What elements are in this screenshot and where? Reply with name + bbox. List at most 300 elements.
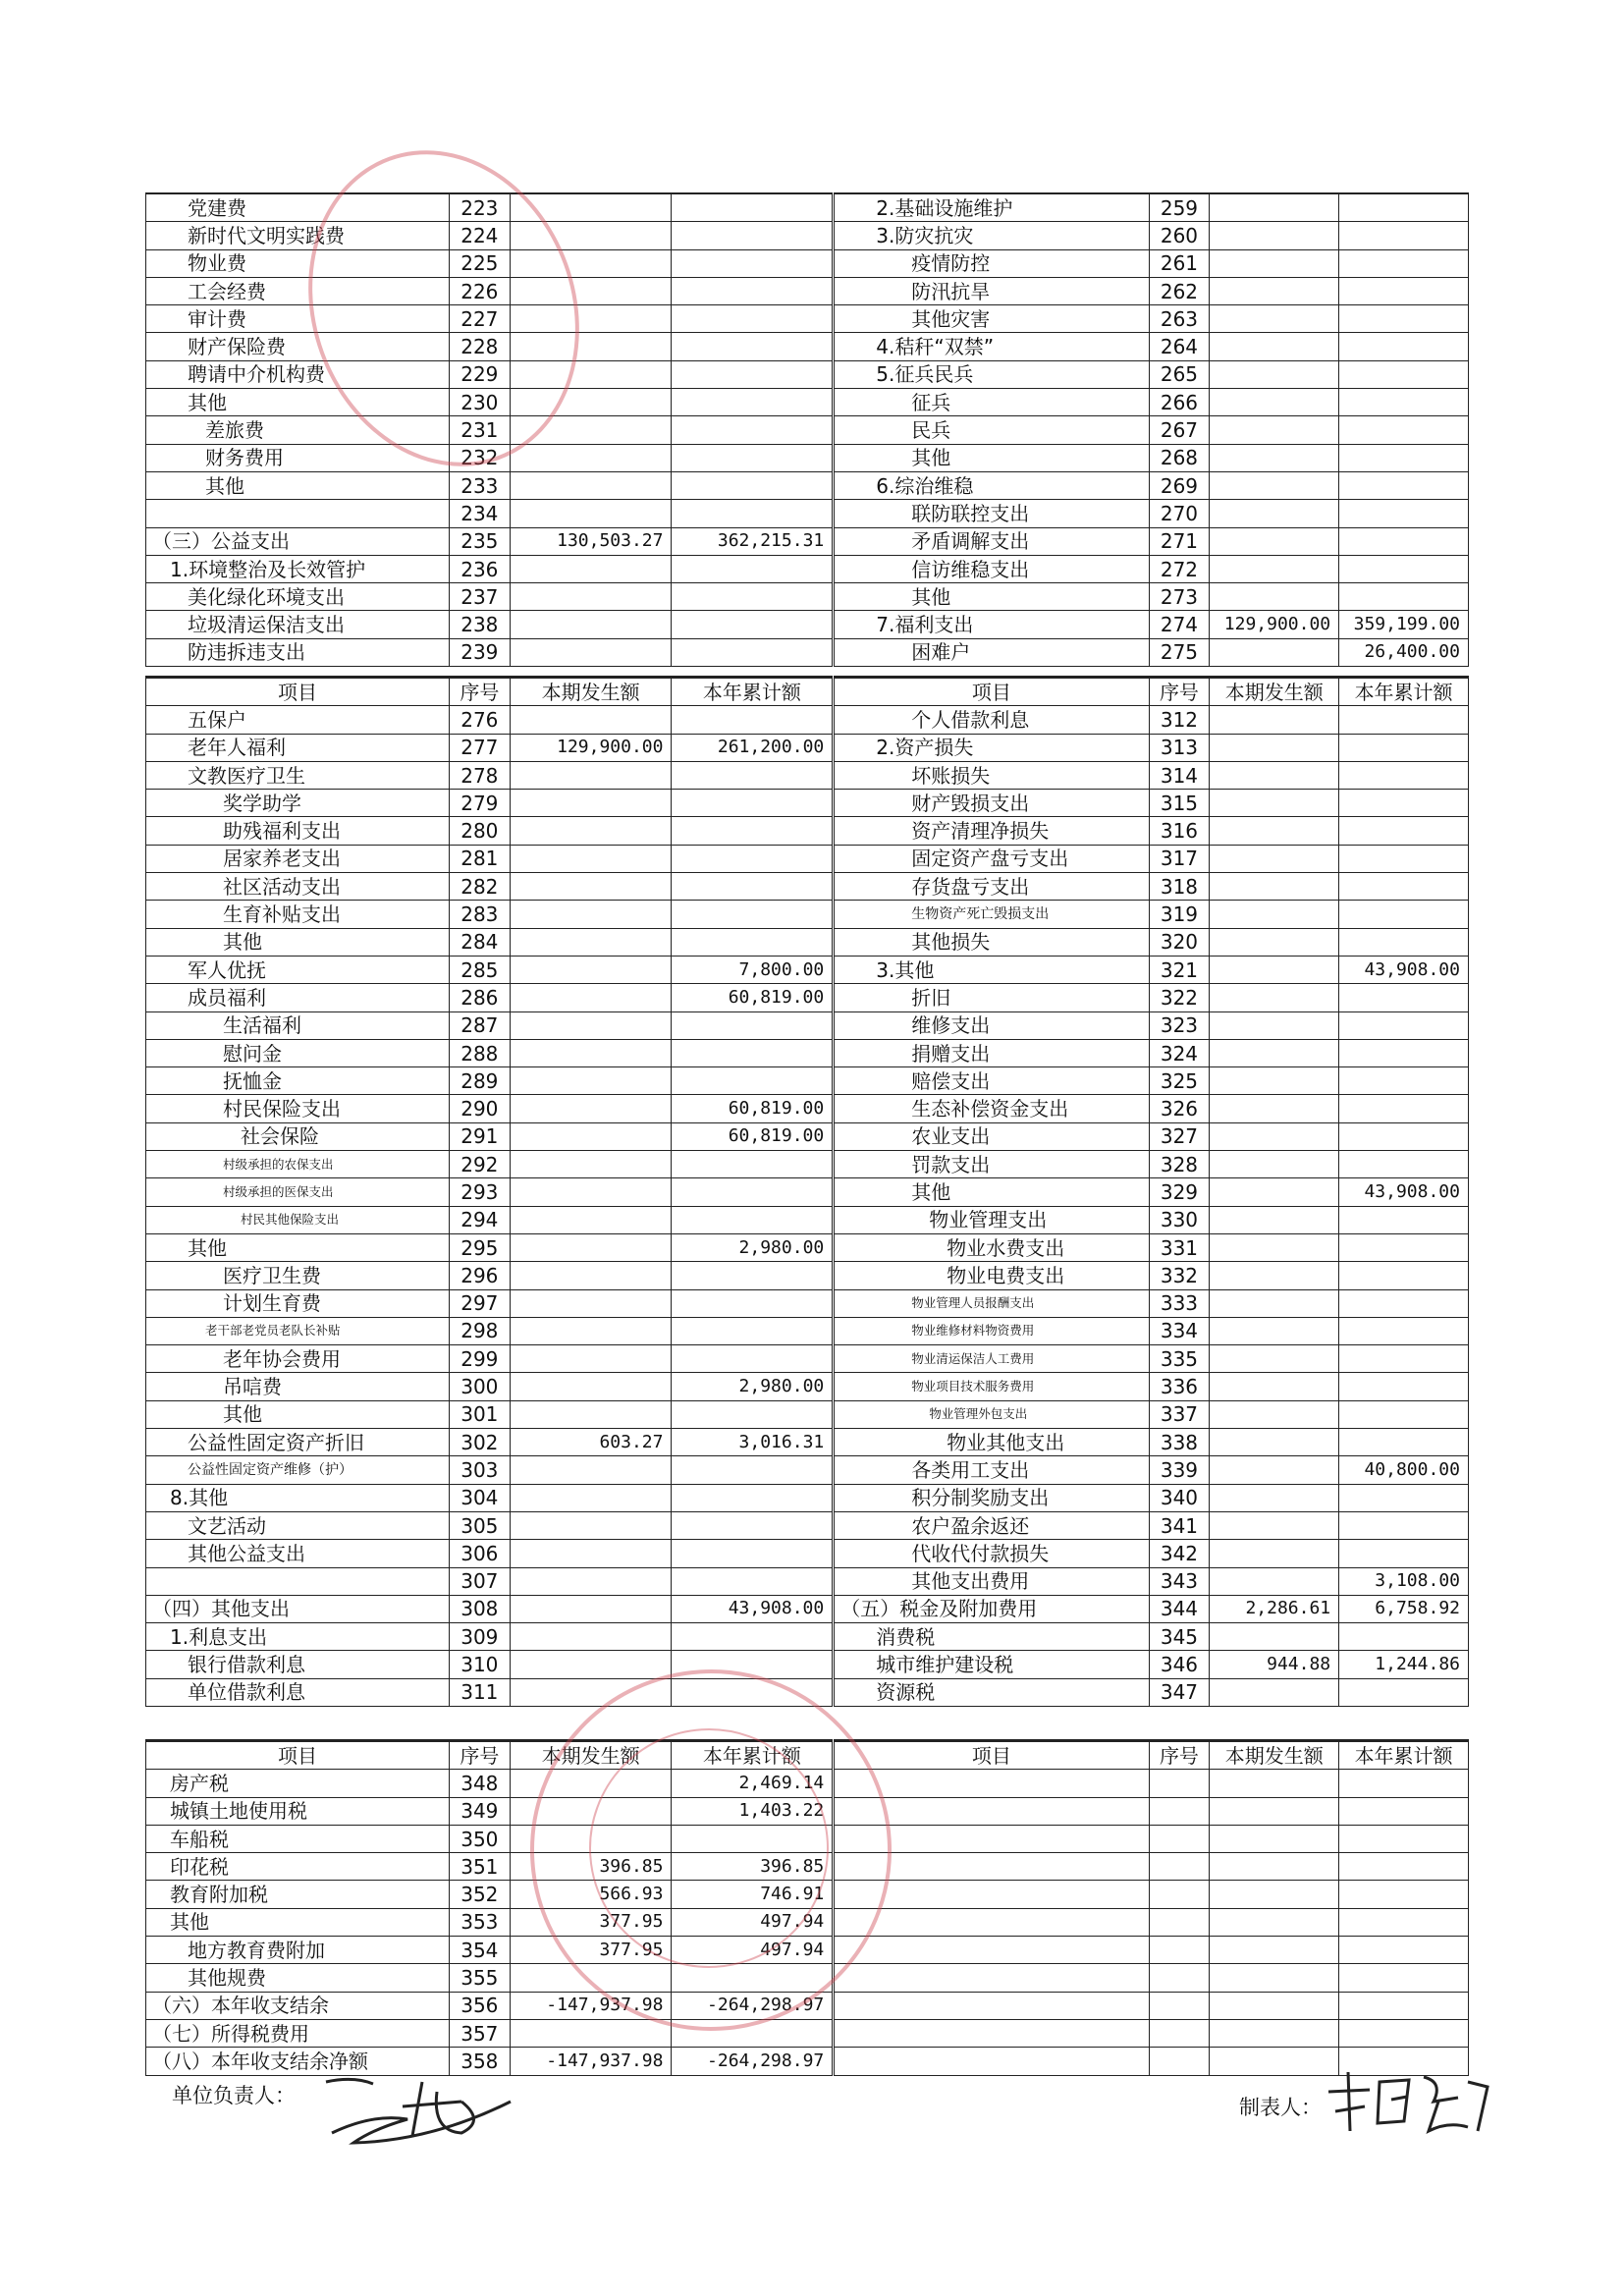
item-name: 其他 [146,1400,450,1428]
header-seq-right: 序号 [1149,678,1210,706]
ytd-amount: 2,980.00 [672,1233,834,1261]
ytd-amount [1339,416,1469,444]
empty-cell [1149,1853,1210,1881]
row-number: 347 [1149,1678,1210,1706]
table-row [146,790,1469,817]
ytd-amount: 43,908.00 [672,1595,834,1622]
empty-cell [834,1937,1149,1964]
current-amount [510,193,672,222]
row-number: 264 [1149,333,1210,360]
item-name: 其他 [146,1233,450,1261]
current-amount [510,638,672,666]
item-name: 农业支出 [834,1122,1149,1150]
current-amount [510,360,672,388]
item-name: 征兵 [834,389,1149,416]
current-amount [1210,277,1339,304]
item-name: 消费税 [834,1623,1149,1651]
item-name: 物业管理外包支出 [834,1400,1149,1428]
empty-cell [1210,2048,1339,2075]
row-number: 231 [449,416,510,444]
ytd-amount: 497.94 [672,1908,834,1936]
ytd-amount: 43,908.00 [1339,956,1469,983]
row-number: 357 [449,2019,510,2047]
ytd-amount: 43,908.00 [1339,1178,1469,1206]
ytd-amount [672,1623,834,1651]
row-number: 348 [449,1770,510,1797]
table-row [146,1797,1469,1825]
row-number: 302 [449,1429,510,1456]
empty-cell [1339,1853,1469,1881]
current-amount [1210,1400,1339,1428]
item-name: 村民保险支出 [146,1095,450,1122]
table-row [146,1623,1469,1651]
current-amount [1210,1151,1339,1178]
ytd-amount [672,1678,834,1706]
ytd-amount [1339,706,1469,734]
ytd-amount [1339,1373,1469,1400]
current-amount: 2,286.61 [1210,1595,1339,1622]
row-number: 238 [449,611,510,638]
current-amount [510,845,672,872]
item-name: 奖学助学 [146,790,450,817]
row-number: 289 [449,1067,510,1095]
item-name: 其他损失 [834,928,1149,956]
table-row [146,1373,1469,1400]
empty-cell [1149,1937,1210,1964]
row-number: 296 [449,1262,510,1289]
row-number: 355 [449,1964,510,1992]
row-number: 277 [449,734,510,761]
table-row [146,1262,1469,1289]
ytd-amount: 26,400.00 [1339,638,1469,666]
ytd-amount [1339,928,1469,956]
item-name: 村级承担的农保支出 [146,1151,450,1178]
table-row [146,928,1469,956]
empty-cell [1149,1881,1210,1908]
ytd-amount [1339,277,1469,304]
current-amount [1210,1678,1339,1706]
current-amount [510,333,672,360]
empty-cell [1210,1992,1339,2019]
ytd-amount [672,1151,834,1178]
row-number: 325 [1149,1067,1210,1095]
ytd-amount: 60,819.00 [672,1122,834,1150]
row-number: 291 [449,1122,510,1150]
table-row [146,1289,1469,1317]
ytd-amount [1339,527,1469,555]
item-name: 7.福利支出 [834,611,1149,638]
empty-cell [1210,1853,1339,1881]
row-number: 317 [1149,845,1210,872]
ytd-amount [672,2019,834,2047]
item-name: 物业管理支出 [834,1206,1149,1233]
ytd-amount: 746.91 [672,1881,834,1908]
ytd-amount [672,1400,834,1428]
row-number: 346 [1149,1651,1210,1678]
row-number: 319 [1149,901,1210,928]
table-row [146,555,1469,582]
empty-cell [1210,1881,1339,1908]
row-number: 293 [449,1178,510,1206]
current-amount [1210,1511,1339,1539]
current-amount: 944.88 [1210,1651,1339,1678]
row-number: 358 [449,2048,510,2075]
table-row [146,1770,1469,1797]
current-amount [510,790,672,817]
current-amount [1210,583,1339,611]
table-row [146,873,1469,901]
current-amount [510,1039,672,1066]
row-number: 275 [1149,638,1210,666]
row-number: 265 [1149,360,1210,388]
current-amount: 566.93 [510,1881,672,1908]
ytd-amount [672,1178,834,1206]
current-amount [510,1540,672,1567]
row-number: 304 [449,1484,510,1511]
current-amount [510,1567,672,1595]
item-name: 折旧 [834,984,1149,1011]
row-number: 223 [449,193,510,222]
current-amount [1210,706,1339,734]
current-amount [510,500,672,527]
table-row [146,1964,1469,1992]
item-name: 五保户 [146,706,450,734]
table-row [146,1992,1469,2019]
ytd-amount [672,305,834,333]
current-amount [510,928,672,956]
row-number: 345 [1149,1623,1210,1651]
item-name: 联防联控支出 [834,500,1149,527]
empty-cell [1339,2019,1469,2047]
row-number: 272 [1149,555,1210,582]
ytd-amount [672,817,834,845]
empty-cell [1149,1964,1210,1992]
ytd-amount [1339,500,1469,527]
ytd-amount [672,873,834,901]
ytd-amount [672,360,834,388]
current-amount [1210,761,1339,789]
item-name: 工会经费 [146,277,450,304]
item-name: 疫情防控 [834,249,1149,277]
ytd-amount [1339,1429,1469,1456]
table-row [146,527,1469,555]
row-number: 235 [449,527,510,555]
row-number: 290 [449,1095,510,1122]
row-number: 315 [1149,790,1210,817]
item-name: 物业其他支出 [834,1429,1149,1456]
current-amount [510,1623,672,1651]
current-amount [1210,1289,1339,1317]
table-row [146,222,1469,249]
row-number: 297 [449,1289,510,1317]
empty-cell [1339,1770,1469,1797]
item-name: 生活福利 [146,1011,450,1039]
item-name: 医疗卫生费 [146,1262,450,1289]
item-name: 防违拆违支出 [146,638,450,666]
empty-cell [1339,1908,1469,1936]
ytd-amount: -264,298.97 [672,1992,834,2019]
item-name: 其他 [146,928,450,956]
ytd-amount: 396.85 [672,1853,834,1881]
row-number: 299 [449,1345,510,1373]
row-number: 327 [1149,1122,1210,1150]
empty-cell [1149,1770,1210,1797]
current-amount [1210,471,1339,499]
item-name: 困难户 [834,638,1149,666]
row-number: 261 [1149,249,1210,277]
ytd-amount [1339,1067,1469,1095]
table-row [146,2019,1469,2047]
row-number: 349 [449,1797,510,1825]
ytd-amount [1339,1151,1469,1178]
table-row [146,193,1469,222]
row-number: 274 [1149,611,1210,638]
item-name: 3.其他 [834,956,1149,983]
item-name: 老年协会费用 [146,1345,450,1373]
current-amount [510,1825,672,1852]
current-amount [510,1651,672,1678]
current-amount [510,416,672,444]
empty-cell [1339,1964,1469,1992]
item-name: 其他公益支出 [146,1540,450,1567]
item-name: 物业清运保洁人工费用 [834,1345,1149,1373]
row-number: 326 [1149,1095,1210,1122]
current-amount [510,1345,672,1373]
ytd-amount [1339,1039,1469,1066]
item-name: 财务费用 [146,444,450,471]
table-row [146,1178,1469,1206]
table-row [146,249,1469,277]
current-amount [510,1095,672,1122]
ytd-amount: 1,244.86 [1339,1651,1469,1678]
item-name: 其他 [146,1908,450,1936]
item-name: 民兵 [834,416,1149,444]
empty-cell [1339,1881,1469,1908]
table-row [146,583,1469,611]
item-name: 差旅费 [146,416,450,444]
empty-cell [1210,1908,1339,1936]
table-row [146,389,1469,416]
table-row [146,706,1469,734]
current-amount [1210,638,1339,666]
ytd-amount [1339,193,1469,222]
row-number: 341 [1149,1511,1210,1539]
item-name: 抚恤金 [146,1067,450,1095]
current-amount [510,611,672,638]
table-row [146,471,1469,499]
ytd-amount [1339,249,1469,277]
ytd-amount [672,1039,834,1066]
item-name: 车船税 [146,1825,450,1852]
current-amount [510,1151,672,1178]
empty-cell [1149,1797,1210,1825]
ytd-amount [1339,555,1469,582]
item-name: 成员福利 [146,984,450,1011]
current-amount [510,1964,672,1992]
current-amount [1210,734,1339,761]
empty-cell [1149,1825,1210,1852]
ytd-amount [672,1206,834,1233]
header-ytd-right: 本年累计额 [1339,678,1469,706]
row-number: 318 [1149,873,1210,901]
item-name: 资产清理净损失 [834,817,1149,845]
current-amount [510,1317,672,1344]
item-name: 其他 [146,389,450,416]
current-amount [510,305,672,333]
table-header-row [146,1741,1469,1770]
row-number: 228 [449,333,510,360]
empty-cell [1149,1992,1210,2019]
current-amount [1210,901,1339,928]
ytd-amount: -264,298.97 [672,2048,834,2075]
row-number: 268 [1149,444,1210,471]
ytd-amount: 362,215.31 [672,527,834,555]
table-row [146,444,1469,471]
empty-cell [834,1797,1149,1825]
item-name: 物业维修材料物资费用 [834,1317,1149,1344]
ytd-amount [672,1651,834,1678]
item-name: 聘请中介机构费 [146,360,450,388]
current-amount [510,1484,672,1511]
current-amount [510,817,672,845]
current-amount [510,873,672,901]
ytd-amount [1339,583,1469,611]
empty-cell [1210,1964,1339,1992]
ytd-amount [672,222,834,249]
current-amount [1210,222,1339,249]
ytd-amount [1339,817,1469,845]
current-amount: -147,937.98 [510,2048,672,2075]
empty-cell [1149,2019,1210,2047]
table-row [146,845,1469,872]
row-number: 285 [449,956,510,983]
ytd-amount [672,249,834,277]
row-number: 284 [449,928,510,956]
ytd-amount [1339,1400,1469,1428]
row-number: 330 [1149,1206,1210,1233]
header-ytd: 本年累计额 [672,1741,834,1770]
item-name: 捐赠支出 [834,1039,1149,1066]
ytd-amount [672,761,834,789]
item-name: 新时代文明实践费 [146,222,450,249]
empty-cell [1339,1797,1469,1825]
item-name: 防汛抗旱 [834,277,1149,304]
unit-head-label: 单位负责人： [172,2084,296,2107]
item-name: 4.秸秆“双禁” [834,333,1149,360]
header-cur: 本期发生额 [510,1741,672,1770]
table-row [146,1651,1469,1678]
current-amount [1210,1095,1339,1122]
row-number: 237 [449,583,510,611]
table-row [146,1540,1469,1567]
ytd-amount [1339,1484,1469,1511]
item-name: 慰问金 [146,1039,450,1066]
row-number: 352 [449,1881,510,1908]
row-number: 279 [449,790,510,817]
current-amount [510,389,672,416]
ytd-amount [672,583,834,611]
header-cur-right: 本期发生额 [1210,1741,1339,1770]
ytd-amount [672,1511,834,1539]
ytd-amount: 1,403.22 [672,1797,834,1825]
item-name: 坏账损失 [834,761,1149,789]
ytd-amount: 60,819.00 [672,984,834,1011]
row-number: 340 [1149,1484,1210,1511]
current-amount [1210,527,1339,555]
item-name: 老干部老党员老队长补贴 [146,1317,450,1344]
item-name: 军人优抚 [146,956,450,983]
ytd-amount [672,1317,834,1344]
unit-head-signature [314,2062,609,2160]
current-amount [510,1067,672,1095]
table-row [146,761,1469,789]
ytd-amount [1339,1289,1469,1317]
item-name: 代收代付款损失 [834,1540,1149,1567]
empty-cell [1210,1770,1339,1797]
table-row [146,734,1469,761]
row-number: 230 [449,389,510,416]
table-row [146,500,1469,527]
ytd-amount [672,638,834,666]
row-number: 271 [1149,527,1210,555]
preparer-label: 制表人： [1239,2096,1322,2119]
item-name: 审计费 [146,305,450,333]
table-row [146,1400,1469,1428]
ytd-amount: 6,758.92 [1339,1595,1469,1622]
table-row [146,1567,1469,1595]
table-row [146,1039,1469,1066]
current-amount [510,555,672,582]
row-number: 278 [449,761,510,789]
row-number: 314 [1149,761,1210,789]
current-amount [510,1122,672,1150]
ytd-amount [672,706,834,734]
item-name: 村民其他保险支出 [146,1206,450,1233]
current-amount: 130,503.27 [510,527,672,555]
row-number: 236 [449,555,510,582]
header-seq-right: 序号 [1149,1741,1210,1770]
current-amount [510,901,672,928]
ytd-amount: 60,819.00 [672,1095,834,1122]
ytd-amount [672,333,834,360]
table-row [146,817,1469,845]
empty-cell [1339,2048,1469,2075]
table-row [146,1095,1469,1122]
row-number: 322 [1149,984,1210,1011]
item-name: 5.征兵民兵 [834,360,1149,388]
ytd-amount [1339,1511,1469,1539]
current-amount [510,444,672,471]
item-name: 其他 [834,583,1149,611]
item-name [146,500,450,527]
ytd-amount [1339,1233,1469,1261]
ytd-amount [672,1067,834,1095]
current-amount [1210,389,1339,416]
current-amount: 129,900.00 [510,734,672,761]
table-row [146,1233,1469,1261]
ytd-amount: 3,108.00 [1339,1567,1469,1595]
table-row [146,1317,1469,1344]
item-name: 1.利息支出 [146,1623,450,1651]
ytd-amount [672,1289,834,1317]
item-name: 印花税 [146,1853,450,1881]
ytd-amount: 3,016.31 [672,1429,834,1456]
current-amount: 603.27 [510,1429,672,1456]
current-amount [510,1770,672,1797]
current-amount [1210,1345,1339,1373]
item-name: 其他 [834,444,1149,471]
empty-cell [1149,1908,1210,1936]
